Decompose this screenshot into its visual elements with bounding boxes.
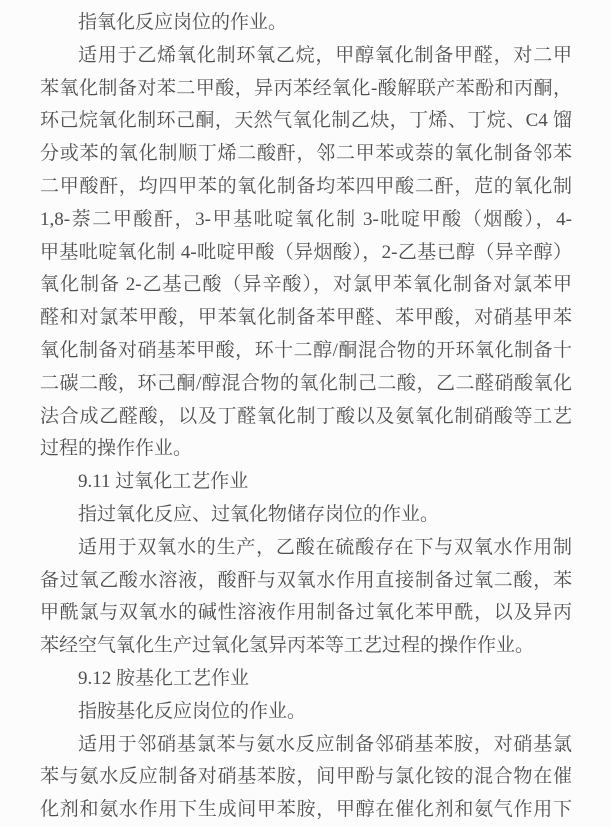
text-line: 法合成乙醛酸，以及丁醛氧化制丁酸以及氨氧化制硝酸等工艺 — [40, 405, 572, 427]
section-heading-9-11: 9.11 过氧化工艺作业 — [78, 471, 249, 493]
text-line: 备过氧乙酸水溶液，酸酐与双氧水作用直接制备过氧二酸，苯 — [40, 569, 572, 591]
text-line: 适用于乙烯氧化制环氧乙烷，甲醇氧化制备甲醛，对二甲 — [78, 44, 572, 66]
section-heading-9-12: 9.12 胺基化工艺作业 — [78, 667, 250, 689]
text-line: 环己烷氧化制环己酮，天然气氧化制乙炔，丁烯、丁烷、C4 馏 — [40, 110, 572, 132]
text-line: 苯氧化制备对苯二甲酸，异丙苯经氧化-酸解联产苯酚和丙酮， — [40, 77, 572, 99]
text-line: 甲基吡啶氧化制 4-吡啶甲酸（异烟酸），2-乙基已醇（异辛醇） — [40, 241, 572, 263]
text-line: 1,8-萘二甲酸酐，3-甲基吡啶氧化制 3-吡啶甲酸（烟酸），4- — [40, 208, 572, 230]
text-line: 指氧化反应岗位的作业。 — [78, 12, 288, 33]
text-line: 氧化制备对硝基苯甲酸，环十二醇/酮混合物的开环氧化制备十 — [40, 339, 572, 361]
text-line: 指胺基化反应岗位的作业。 — [78, 700, 307, 722]
text-line: 二甲酸酐，均四甲苯的氧化制备均苯四甲酸二酐，苊的氧化制 — [40, 175, 572, 197]
text-line: 醛和对氯苯甲酸，甲苯氧化制备苯甲醛、苯甲酸，对硝基甲苯 — [40, 307, 572, 329]
text-line: 苯经空气氧化生产过氧化氢异丙苯等工艺过程的操作作业。 — [40, 635, 535, 657]
text-line: 苯与氨水反应制备对硝基苯胺，间甲酚与氯化铵的混合物在催 — [40, 766, 572, 788]
text-line: 甲酰氯与双氧水的碱性溶液作用制备过氧化苯甲酰，以及异丙 — [40, 602, 572, 624]
text-line: 适用于邻硝基氯苯与氨水反应制备邻硝基苯胺，对硝基氯 — [78, 733, 572, 755]
text-line: 二碳二酸，环己酮/醇混合物的氧化制己二酸，乙二醛硝酸氧化 — [40, 372, 572, 394]
text-line: 化剂和氨水作用下生成间甲苯胺，甲醇在催化剂和氨气作用下 — [40, 799, 572, 821]
text-line: 分或苯的氧化制顺丁烯二酸酐，邻二甲苯或萘的氧化制备邻苯 — [40, 143, 572, 165]
text-line: 指过氧化反应、过氧化物储存岗位的作业。 — [78, 503, 440, 525]
text-line: 适用于双氧水的生产，乙酸在硫酸存在下与双氧水作用制 — [78, 536, 572, 558]
text-line: 氧化制备 2-乙基己酸（异辛酸），对氯甲苯氧化制备对氯苯甲 — [40, 274, 572, 296]
text-line: 过程的操作作业。 — [40, 438, 193, 460]
